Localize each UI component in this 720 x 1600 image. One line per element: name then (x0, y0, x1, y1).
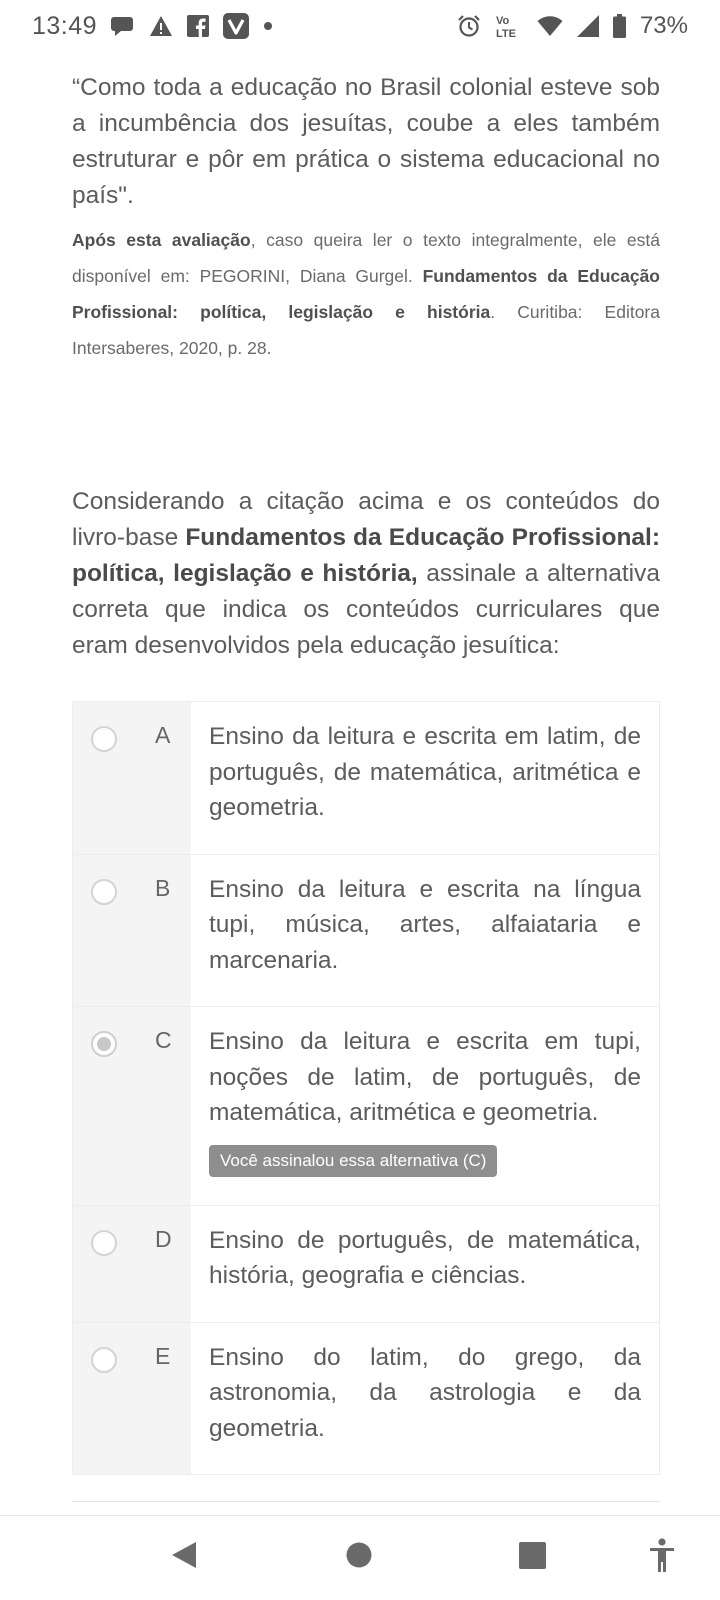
reference-tail: . Curitiba: Editora Intersaberes, 2020, p. 28. (72, 302, 660, 358)
question-text (72, 484, 660, 664)
option-body (191, 1007, 659, 1205)
radio-button-c[interactable] (91, 1031, 117, 1057)
option-selector (73, 702, 191, 854)
option-body (191, 1323, 659, 1475)
question-content (72, 70, 660, 1475)
option-letter: E (155, 1342, 171, 1369)
option-body (191, 855, 659, 1007)
svg-text:LTE: LTE (495, 28, 516, 40)
question-intro: Considerando a citação acima e os conteúdos do livro-base (72, 488, 660, 551)
option-letter: B (155, 874, 171, 901)
status-left (32, 12, 273, 41)
option-letter: A (155, 722, 171, 748)
status-bar (0, 0, 720, 52)
accessibility-icon[interactable] (648, 1538, 676, 1579)
option-selector (73, 855, 191, 1007)
option-text: Ensino da leitura e escrita em tupi, noções de latim, de português, de matemática, aritmética e geometria. (209, 1028, 641, 1126)
content-divider (72, 1501, 660, 1502)
reference-book-title: Fundamentos da Educação Profissional: política, legislação e história (72, 266, 660, 322)
option-selector (73, 1206, 191, 1322)
radio-button-a[interactable] (91, 726, 117, 752)
option-b[interactable] (73, 855, 659, 1008)
option-d[interactable] (73, 1206, 659, 1323)
option-selector (73, 1323, 191, 1475)
option-letter: C (155, 1027, 172, 1053)
option-c[interactable] (73, 1007, 659, 1206)
back-icon[interactable] (170, 1540, 198, 1575)
option-text: Ensino de português, de matemática, história, geografia e ciências. (209, 1226, 641, 1289)
question-book-title: Fundamentos da Educação Profissional: política, legislação e história, (72, 524, 660, 587)
volte-icon (495, 12, 523, 40)
chat-bubble-icon (111, 15, 135, 37)
v-app-icon (223, 13, 249, 39)
navigation-bar (0, 1515, 720, 1600)
question-rest: assinale a alternativa correta que indica os conteúdos curriculares que eram desenvolvidos pela educação jesuítica: (72, 560, 660, 659)
reference-text (72, 222, 660, 366)
option-selector (73, 1007, 191, 1205)
option-text: Ensino da leitura e escrita na língua tupi, música, artes, alfaiataria e marcenaria. (209, 875, 641, 974)
radio-button-b[interactable] (91, 879, 117, 905)
answer-options (72, 701, 660, 1475)
selected-answer-badge: Você assinalou essa alternativa (C) (209, 1145, 497, 1177)
facebook-icon (187, 15, 209, 37)
recents-icon[interactable] (519, 1542, 546, 1574)
home-icon[interactable] (345, 1541, 373, 1574)
radio-button-d[interactable] (91, 1230, 117, 1256)
reference-body: , caso queira ler o texto integralmente, ele está disponível em: PEGORINI, Diana Gurgel. (72, 230, 660, 286)
status-time: 13:49 (32, 11, 98, 40)
wifi-icon (537, 15, 563, 37)
svg-text:Vo: Vo (495, 15, 510, 27)
reference-lead: Após esta avaliação (72, 230, 251, 250)
dot-icon (263, 21, 273, 31)
radio-button-e[interactable] (91, 1347, 117, 1373)
option-letter: D (155, 1225, 172, 1252)
status-right (457, 12, 688, 40)
warning-icon (149, 15, 173, 37)
option-body (191, 702, 659, 854)
alarm-icon (457, 14, 481, 38)
battery-icon (613, 14, 626, 38)
option-e[interactable] (73, 1323, 659, 1475)
option-body (191, 1206, 659, 1322)
option-text: Ensino da leitura e escrita em latim, de português, de matemática, aritmética e geometria. (209, 723, 641, 821)
battery-percent: 73% (639, 12, 688, 39)
signal-icon (577, 15, 599, 37)
quote-text: “Como toda a educação no Brasil colonial esteve sob a incumbência dos jesuítas, coube a eles também estruturar e pôr em prática o sistema educacional no país". (72, 74, 660, 209)
option-a[interactable] (73, 702, 659, 855)
option-text: Ensino do latim, do grego, da astronomia, da astrologia e da geometria. (209, 1343, 641, 1442)
